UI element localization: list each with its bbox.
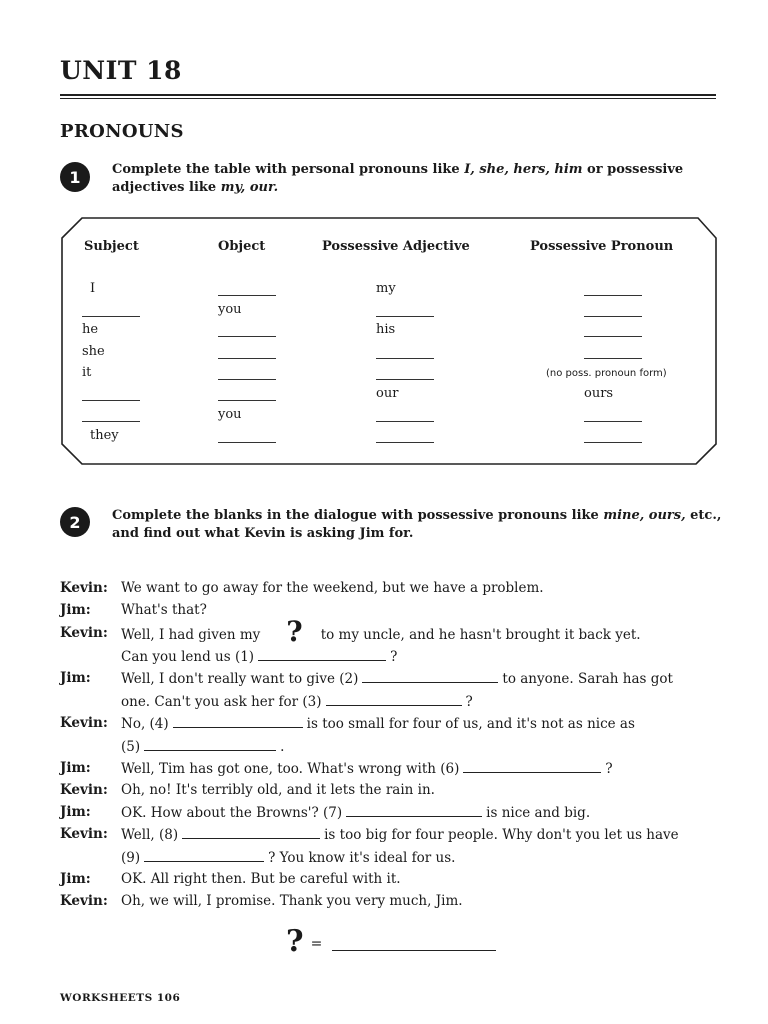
answer-blank[interactable] [182, 826, 320, 839]
dialogue-line: What's that? [121, 602, 207, 618]
table-blank[interactable] [376, 421, 434, 422]
answer-blank[interactable] [144, 849, 264, 862]
table-blank[interactable] [376, 379, 434, 380]
dialogue-text: No, (4) [121, 716, 169, 732]
question-mark-icon: ? [286, 924, 304, 959]
table-header: Possessive Pronoun [530, 239, 674, 254]
table-blank[interactable] [376, 358, 434, 359]
exercise-2-number-badge: 2 [60, 507, 90, 537]
instruction-examples: mine, ours, [603, 508, 686, 523]
answer-blank[interactable] [346, 804, 482, 817]
section-title: PRONOUNS [60, 121, 184, 142]
dialogue-line: We want to go away for the weekend, but we have a problem. [121, 580, 544, 596]
answer-equals: = [310, 936, 323, 952]
speaker-label: Jim: [60, 804, 91, 820]
speaker-label: Jim: [60, 602, 91, 618]
speaker-label: Kevin: [60, 625, 108, 641]
answer-blank[interactable] [332, 938, 496, 951]
speaker-label: Kevin: [60, 580, 108, 596]
dialogue-text: Well, I don't really want to give (2) [121, 671, 359, 687]
question-mark-icon: ? [286, 615, 303, 648]
dialogue-text: (9) [121, 850, 141, 866]
table-header: Object [218, 239, 266, 254]
unit-title: UNIT 18 [60, 56, 182, 85]
table-blank[interactable] [218, 442, 276, 443]
dialogue-line [121, 715, 635, 732]
dialogue-line [121, 693, 473, 710]
table-blank[interactable] [584, 336, 642, 337]
table-blank[interactable] [584, 442, 642, 443]
speaker-label: Jim: [60, 871, 91, 887]
table-blank[interactable] [218, 336, 276, 337]
instruction-text: Complete the blanks in the dialogue with possessive pronouns like [112, 508, 604, 523]
answer-row [286, 924, 496, 959]
table-cell: you [218, 302, 242, 317]
table-blank[interactable] [218, 400, 276, 401]
answer-blank[interactable] [173, 715, 303, 728]
dialogue-text: is too small for four of us, and it's not as nice as [306, 716, 635, 732]
dialogue-text: Well, Tim has got one, too. What's wrong with (6) [121, 761, 460, 777]
table-blank[interactable] [584, 421, 642, 422]
table-blank[interactable] [82, 421, 140, 422]
speaker-label: Kevin: [60, 893, 108, 909]
dialogue-text: . [280, 739, 285, 755]
table-blank[interactable] [584, 295, 642, 296]
table-cell: his [376, 322, 396, 337]
exercise-1-number-badge: 1 [60, 162, 90, 192]
table-header: Subject [84, 239, 139, 254]
dialogue-text: Can you lend us (1) [121, 649, 255, 665]
exercise-1-instruction [112, 161, 722, 197]
answer-blank[interactable] [326, 693, 462, 706]
dialogue-line: Oh, no! It's terribly old, and it lets the rain in. [121, 782, 435, 798]
dialogue-text: Well, (8) [121, 827, 179, 843]
speaker-label: Kevin: [60, 782, 108, 798]
answer-blank[interactable] [362, 670, 498, 683]
answer-blank[interactable] [463, 760, 601, 773]
dialogue-line [121, 670, 673, 687]
table-blank[interactable] [218, 379, 276, 380]
instruction-examples: I, she, hers, him [464, 162, 583, 177]
table-cell: our [376, 386, 399, 401]
table-blank[interactable] [218, 358, 276, 359]
dialogue-line [121, 849, 455, 866]
dialogue-text: one. Can't you ask her for (3) [121, 694, 322, 710]
exercise-2-instruction [112, 507, 722, 543]
table-cell: they [90, 428, 119, 443]
table-cell: my [376, 281, 396, 296]
table-blank[interactable] [584, 358, 642, 359]
table-cell: (no poss. pronoun form) [546, 368, 667, 379]
title-rule-thin [60, 98, 716, 99]
speaker-label: Jim: [60, 670, 91, 686]
answer-blank[interactable] [258, 648, 386, 661]
table-blank[interactable] [82, 400, 140, 401]
dialogue-text: to anyone. Sarah has got [502, 671, 673, 687]
table-header: Possessive Adjective [322, 239, 470, 254]
answer-blank[interactable] [144, 738, 276, 751]
table-blank[interactable] [376, 442, 434, 443]
title-rule-thick [60, 94, 716, 96]
table-blank[interactable] [82, 316, 140, 317]
table-cell: I [90, 281, 96, 296]
dialogue-line [121, 826, 679, 843]
dialogue-line [121, 615, 641, 648]
instruction-text: Complete the table with personal pronouns like [112, 162, 465, 177]
dialogue-text: ? You know it's ideal for us. [268, 850, 456, 866]
page-footer: WORKSHEETS 106 [60, 992, 181, 1004]
table-cell: he [82, 322, 99, 337]
table-cell: it [82, 365, 92, 380]
dialogue-line [121, 648, 397, 665]
dialogue-line: OK. All right then. But be careful with it. [121, 871, 401, 887]
table-cell: ours [584, 386, 614, 401]
dialogue-text: OK. How about the Browns'? (7) [121, 805, 343, 821]
instruction-examples: my, our. [220, 180, 279, 195]
table-blank[interactable] [584, 316, 642, 317]
speaker-label: Jim: [60, 760, 91, 776]
table-blank[interactable] [218, 295, 276, 296]
dialogue-line [121, 760, 613, 777]
dialogue-text: (5) [121, 739, 141, 755]
dialogue-line [121, 804, 590, 821]
dialogue-text: is nice and big. [486, 805, 591, 821]
dialogue-line [121, 738, 284, 755]
instruction-text: etc., and find out what Kevin is asking Jim for. [112, 508, 722, 541]
dialogue-text: is too big for four people. Why don't you let us have [324, 827, 679, 843]
dialogue-text: ? [390, 649, 398, 665]
speaker-label: Kevin: [60, 715, 108, 731]
table-cell: you [218, 407, 242, 422]
dialogue-text: ? [605, 761, 613, 777]
dialogue-text: to my uncle, and he hasn't brought it back yet. [320, 627, 641, 643]
dialogue-text: ? [465, 694, 473, 710]
dialogue-line: Oh, we will, I promise. Thank you very much, Jim. [121, 893, 463, 909]
table-cell: she [82, 344, 105, 359]
table-blank[interactable] [376, 316, 434, 317]
speaker-label: Kevin: [60, 826, 108, 842]
dialogue-text: Well, I had given my [121, 627, 261, 643]
instruction-text: or possessive adjectives like [112, 162, 684, 195]
